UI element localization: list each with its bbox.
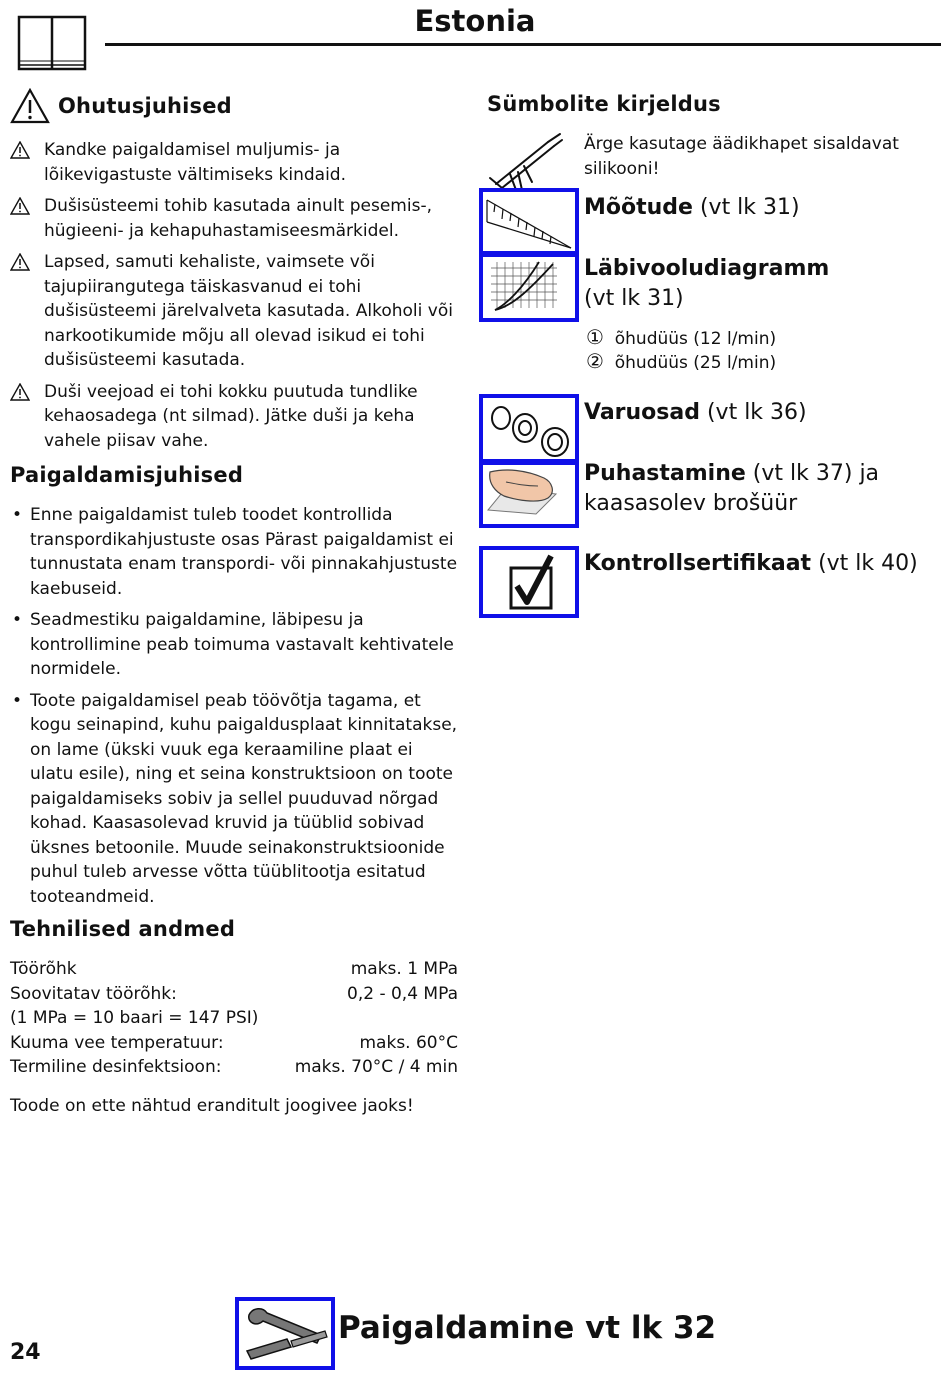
bullet-icon: • — [12, 690, 23, 711]
tech-row — [10, 982, 458, 1007]
safety-item — [10, 194, 458, 243]
cleaning-hand-icon — [486, 464, 562, 518]
certificate-icon-box — [479, 546, 579, 618]
bullet-icon: • — [12, 505, 23, 525]
checkmark-icon — [483, 550, 575, 614]
flow-item: ② õhudüüs (25 l/min) — [586, 349, 777, 373]
page-number: 24 — [10, 1340, 41, 1365]
tech-row — [10, 1006, 458, 1031]
wrench-screwdriver-icon — [239, 1301, 331, 1366]
warning-icon — [10, 141, 30, 159]
install-note-text: Toote paigaldamisel peab töövõtja tagama, et kogu seinapind, kuhu paigaldusplaat kinnitatakse, on lame (ükski vuuk ega keraamiline plaat ei ulatu esile), ning et seina konstruktsioon on toote paigaldamiseks sobiv ja sellel puuduvad nõrgad kohad. Kaasasolevad kruvid ja tüüblid sobivad üksnes betoonile. Muude seinakonstruktsioonide puhul tuleb arvesse võtta tüüblitootja esitatud tooteandmeid. — [30, 690, 458, 907]
installation-reference: Paigaldamine vt lk 32 — [338, 1310, 717, 1346]
flow-item: ① õhudüüs (12 l/min) — [586, 325, 777, 349]
safety-item — [10, 138, 458, 187]
symbols-heading: Sümbolite kirjeldus — [487, 92, 721, 116]
safety-item-text: Duši veejoad ei tohi kokku puutuda tundlike kehaosadega (nt silmad). Jätke duši ja keha vahele piisav vahe. — [44, 381, 418, 451]
safety-item-text: Kandke paigaldamisel muljumis- ja lõikevigastuste vältimiseks kindaid. — [44, 140, 346, 185]
tech-label: Kuuma vee temperatuur: — [10, 1032, 224, 1053]
tech-value: maks. 70°C / 4 min — [294, 1057, 458, 1077]
cleaning-label: Puhastamine (vt lk 37) ja — [584, 461, 880, 486]
left-column — [10, 88, 458, 1118]
tech-row — [10, 957, 458, 982]
tech-row — [10, 1031, 458, 1056]
tech-label: Soovitatav töörõhk: — [10, 983, 177, 1004]
safety-item-text: Dušisüsteemi tohib kasutada ainult pesemis-, hügieeni- ja kehapuhastamiseesmärkidel. — [44, 196, 432, 241]
flow-diagram-icon — [487, 258, 559, 312]
install-note-item — [10, 689, 458, 910]
install-notes-heading: Paigaldamisjuhised — [10, 463, 244, 487]
warning-icon — [10, 383, 30, 401]
tools-icon-box — [235, 1297, 335, 1370]
certificate-label: Kontrollsertifikaat (vt lk 40) — [584, 551, 918, 576]
install-note-text: Seadmestiku paigaldamine, läbipesu ja kontrollimine peab toimuma vastavalt kehtivatele normidele. — [30, 610, 454, 679]
page-title: Estonia — [414, 4, 536, 38]
warning-icon — [10, 197, 30, 215]
bullet-icon: • — [12, 610, 23, 630]
safety-item — [10, 250, 458, 373]
install-note-item — [10, 503, 458, 601]
drinking-water-note: Toode on ette nähtud eranditult joogivee jaoks! — [10, 1095, 414, 1116]
safety-heading: Ohutusjuhised — [58, 94, 232, 118]
install-note-text: Enne paigaldamist tuleb toodet kontrollida transpordikahjustuste osas Pärast paigaldamist ei tunnustata enam transpordi- või pinnakahjustuste kaebuseid. — [30, 505, 458, 599]
tech-heading: Tehnilised andmed — [10, 917, 236, 941]
header-rule — [105, 43, 941, 46]
tech-label: Töörõhk — [10, 959, 77, 979]
safety-item-text: Lapsed, samuti kehaliste, vaimsete või tajupiirangutega täiskasvanud ei tohi dušisüsteemi järelvalveta kasutada. Alkoholi või narkootikumide mõju all olevad isikud ei tohi dušisüsteemi kasutada. — [44, 252, 453, 370]
tech-value: maks. 1 MPa — [350, 959, 458, 979]
tech-value: maks. 60°C — [359, 1032, 458, 1053]
tech-label: (1 MPa = 10 baari = 147 PSI) — [10, 1008, 259, 1028]
safety-heading-row — [10, 88, 458, 124]
safety-item — [10, 380, 458, 454]
warning-icon — [10, 253, 30, 271]
flow-diagram-label: Läbivooludiagramm — [584, 256, 830, 281]
tech-row — [10, 1055, 458, 1080]
dimensions-label: Mõõtude (vt lk 31) — [584, 195, 800, 220]
warning-icon — [10, 88, 50, 124]
silicone-warning-text: Ärge kasutage äädikhapet sisaldavat silikooni! — [584, 134, 899, 179]
tech-value: 0,2 - 0,4 MPa — [347, 983, 458, 1004]
cleaning-brochure: kaasasolev brošüür — [584, 491, 798, 516]
spare-parts-label: Varuosad (vt lk 36) — [584, 400, 807, 425]
tech-label: Termiline desinfektsioon: — [10, 1057, 222, 1077]
flow-diagram-ref: (vt lk 31) — [584, 286, 684, 311]
install-note-item — [10, 608, 458, 682]
silicone-gun-icon — [488, 132, 568, 192]
